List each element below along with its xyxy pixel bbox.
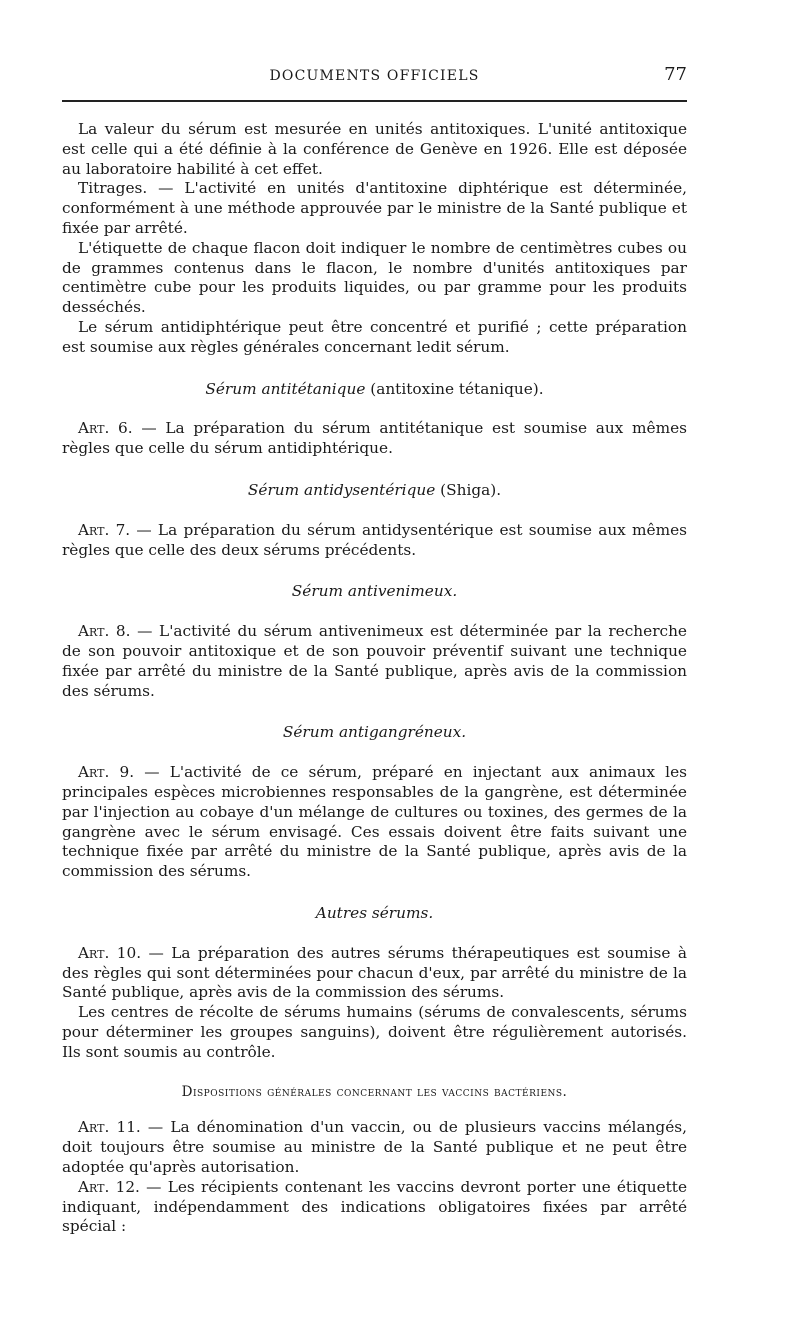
subheading-antitetanique [62,380,687,400]
article-text: — La préparation des autres sérums thérapeutiques est soumise à des règles qui sont déterminées pour chacun d'eux, par arrêté du ministre de la Santé publique, après avis de la commission des sérums. [62,943,687,1002]
article-number: Art. 10. [78,943,142,962]
subheading-title: Sérum antidysentérique [247,480,436,499]
running-header [62,60,687,90]
article-12 [62,1178,687,1237]
article-text: — L'activité de ce sérum, préparé en injectant aux animaux les principales espèces microbiennes responsables de la gangrène, est déterminée par l'injection au cobaye d'un mélange de cultures ou toxines, des germes de la gangrène avec le sérum envisagé. Ces essais doivent être faits suivant une technique fixée par arrêté du ministre de la Santé publique, après avis de la commission des sérums. [62,763,687,881]
section-heading-vaccins: Dispositions générales concernant les vaccins bactériens. [181,1084,568,1101]
article-8 [62,622,687,701]
paragraph: L'étiquette de chaque flacon doit indiquer le nombre de centimètres cubes ou de grammes contenus dans le flacon, le nombre d'unités antitoxiques par centimètre cube pour les produits liquides, ou par gramme pour les produits desséchés. [62,238,687,317]
subheading-note: (antitoxine tétanique). [365,379,544,398]
header-rule [62,100,687,102]
article-11 [62,1118,687,1177]
subheading-title: Sérum antitétanique [205,379,366,398]
subheading-title: Autres sérums. [315,903,434,922]
subheading-title: Sérum antigangréneux. [282,723,467,742]
running-title: DOCUMENTS OFFICIELS [269,68,480,84]
article-number: Art. 7. [78,520,131,539]
paragraph: La valeur du sérum est mesurée en unités antitoxiques. L'unité antitoxique est celle qui a été définie à la conférence de Genève en 1926. Elle est déposée au laboratoire habilité à cet effet. [62,120,687,178]
paragraph: Le sérum antidiphtérique peut être concentré et purifié ; cette préparation est soumise aux règles générales concernant ledit sérum. [62,317,687,356]
subheading-title: Sérum antivenimeux. [291,582,458,601]
article-text: — La dénomination d'un vaccin, ou de plusieurs vaccins mélangés, doit toujours être soumise au ministre de la Santé publique et ne peut être adoptée qu'après autorisation. [62,1118,687,1177]
article-text: — L'activité du sérum antivenimeux est déterminée par la recherche de son pouvoir antitoxique et de son pouvoir préventif suivant une technique fixée par arrêté du ministre de la Santé publique, après avis de la commission des sérums. [62,622,687,700]
subheading-antivenimeux [62,582,687,602]
article-number: Art. 12. [78,1177,140,1196]
subheading-note: (Shiga). [435,480,502,499]
article-number: Art. 9. [78,763,135,782]
document-page [62,60,687,1237]
article-10 [62,944,687,1003]
article-6 [62,419,687,459]
article-9 [62,763,687,882]
paragraph: Les centres de récolte de sérums humains (sérums de convalescents, sérums pour déterminer les groupes sanguins), doivent être régulièrement autorisés. Ils sont soumis au contrôle. [62,1003,687,1061]
article-number: Art. 11. [78,1118,141,1137]
article-text: — La préparation du sérum antitétanique est soumise aux mêmes règles que celle du sérum antidiphtérique. [62,419,687,458]
page-number: 77 [664,64,687,85]
subheading-autres-serums [62,904,687,924]
article-text: — La préparation du sérum antidysentérique est soumise aux mêmes règles que celle des deux sérums précédents. [62,520,687,559]
article-number: Art. 8. [78,622,131,641]
article-number: Art. 6. [78,419,133,438]
subheading-antidysenterique [62,481,687,501]
paragraph: Titrages. — L'activité en unités d'antitoxine diphtérique est déterminée, conformément à une méthode approuvée par le ministre de la Santé publique et fixée par arrêté. [62,179,687,237]
article-7 [62,521,687,561]
subheading-antigangreneux [62,723,687,743]
article-text: — Les récipients contenant les vaccins devront porter une étiquette indiquant, indépendamment des indications obligatoires fixées par arrêté spécial : [62,1177,688,1236]
